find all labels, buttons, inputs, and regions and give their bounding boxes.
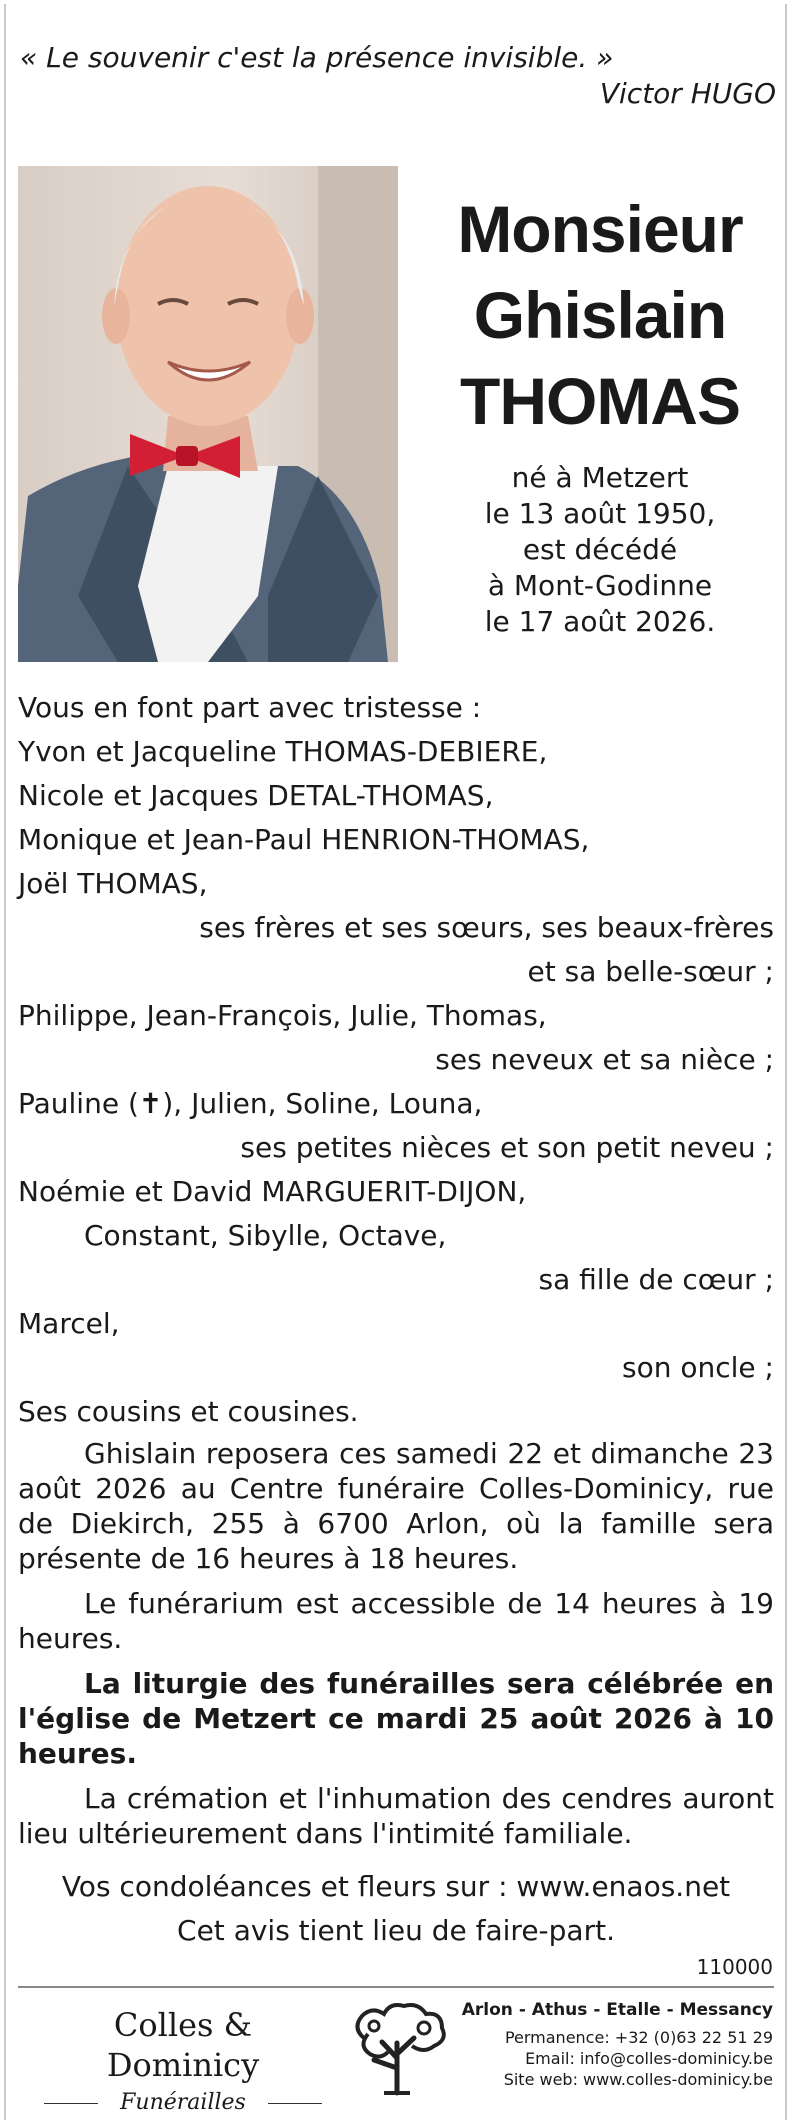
date-line: est décédé <box>522 533 678 566</box>
deceased-name <box>410 186 790 444</box>
name-title: Monsieur <box>457 192 743 266</box>
uncle: Marcel, <box>18 1307 120 1340</box>
access-paragraph: Le funérarium est accessible de 14 heures à 19 heures. <box>18 1587 774 1655</box>
date-line: le 17 août 2026. <box>484 605 716 638</box>
phone: Permanence: +32 (0)63 22 51 29 <box>504 2028 773 2047</box>
announcement-body <box>18 686 774 1953</box>
condolences-link: Vos condoléances et fleurs sur : www.enaos.net <box>61 1870 731 1903</box>
liturgy-paragraph: La liturgie des funérailles sera célébrée en l'église de Metzert ce mardi 25 août 2026 à 10 heures. <box>18 1667 774 1770</box>
brand-name: Colles & Dominicy <box>106 2006 260 2084</box>
epigraph-text: « Le souvenir c'est la présence invisible. » <box>20 41 614 74</box>
reference-number: 110000 <box>696 1955 773 1979</box>
grandnephews: Pauline (✝), Julien, Soline, Louna, <box>18 1087 483 1120</box>
portrait-illustration <box>18 166 398 662</box>
daughter-of-heart: Noémie et David MARGUERIT-DIJON, <box>18 1175 527 1208</box>
epigraph-author: Victor HUGO <box>599 77 776 110</box>
tree-icon <box>344 1998 450 2096</box>
uncle-role: son oncle ; <box>622 1351 774 1384</box>
website: Site web: www.colles-dominicy.be <box>503 2070 773 2089</box>
name-first: Ghislain <box>473 278 727 352</box>
brand-subtitle: Funérailles <box>38 2085 328 2121</box>
locations: Arlon - Athus - Etalle - Messancy <box>461 2000 773 2020</box>
family-sibling: Yvon et Jacqueline THOMAS-DEBIERE, <box>18 735 548 768</box>
date-line: le 13 août 1950, <box>484 497 716 530</box>
notice-note: Cet avis tient lieu de faire-part. <box>177 1914 615 1947</box>
portrait-photo <box>18 166 398 662</box>
date-line: né à Metzert <box>511 461 689 494</box>
footer-divider <box>18 1986 774 1988</box>
family-sibling: Monique et Jean-Paul HENRION-THOMAS, <box>18 823 590 856</box>
date-line: à Mont-Godinne <box>487 569 713 602</box>
epigraph <box>20 40 776 112</box>
siblings-role: ses frères et ses sœurs, ses beaux-frères <box>199 911 774 944</box>
siblings-role-cont: et sa belle-sœur ; <box>527 955 774 988</box>
email: Email: info@colles-dominicy.be <box>525 2049 773 2068</box>
family-sibling: Joël THOMAS, <box>18 867 208 900</box>
grandnephews-role: ses petites nièces et son petit neveu ; <box>240 1131 774 1164</box>
funeral-home-contact <box>453 2000 773 2090</box>
name-last: THOMAS <box>460 364 740 438</box>
birth-death-dates <box>420 460 780 640</box>
nephews-role: ses neveux et sa nièce ; <box>435 1043 774 1076</box>
family-intro: Vous en font part avec tristesse : <box>18 691 482 724</box>
cremation-paragraph: La crémation et l'inhumation des cendres auront lieu ultérieurement dans l'intimité familiale. <box>18 1782 774 1850</box>
daughter-children: Constant, Sibylle, Octave, <box>84 1219 447 1252</box>
cousins: Ses cousins et cousines. <box>18 1395 359 1428</box>
nephews: Philippe, Jean-François, Julie, Thomas, <box>18 999 547 1032</box>
daughter-role: sa fille de cœur ; <box>538 1263 774 1296</box>
funeral-home-logo <box>38 2005 328 2121</box>
family-sibling: Nicole et Jacques DETAL-THOMAS, <box>18 779 494 812</box>
rest-paragraph: Ghislain reposera ces samedi 22 et dimanche 23 août 2026 au Centre funéraire Colles-Dominicy, rue de Diekirch, 255 à 6700 Arlon, où la famille sera présente de 16 heures à 18 heures. <box>18 1437 774 1575</box>
